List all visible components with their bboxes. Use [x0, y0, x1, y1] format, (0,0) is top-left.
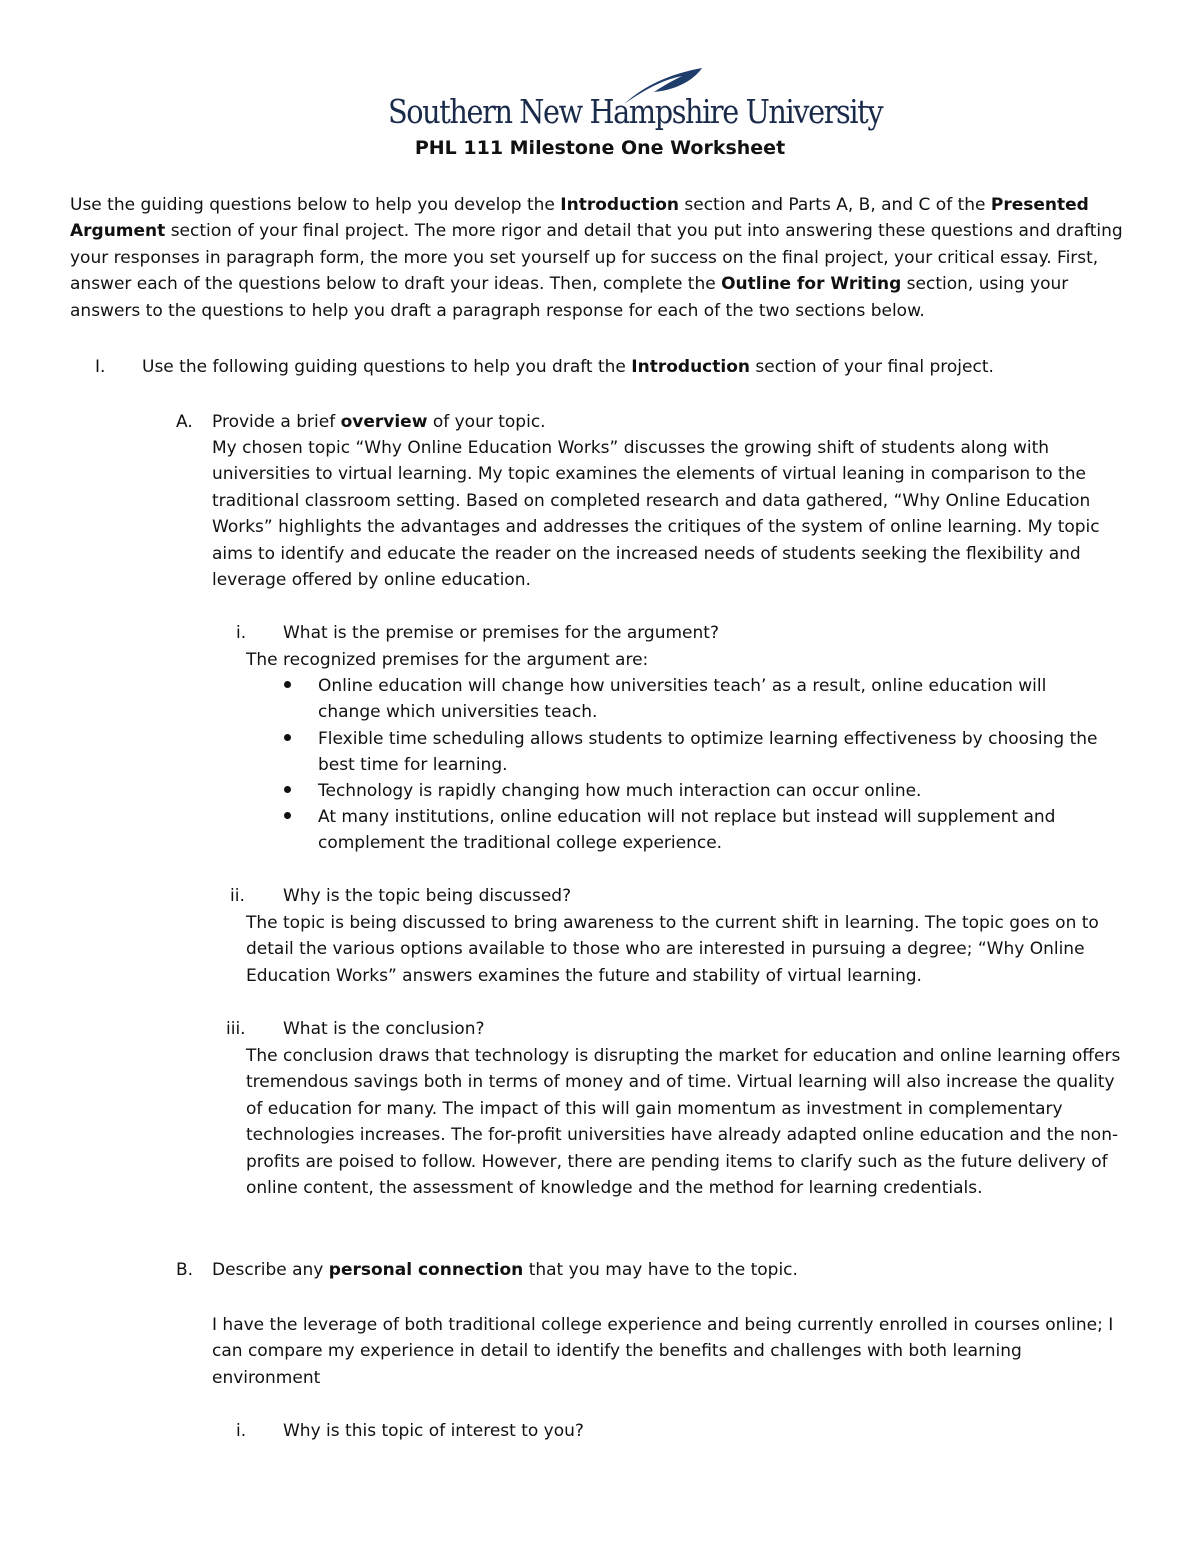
intro-bold-presented-argument: Presented Argument [70, 195, 1089, 242]
premise-bullet: Technology is rapidly changing how much interaction can occur online. [318, 781, 922, 801]
question-bold: personal connection [328, 1260, 524, 1280]
intro-bold-introduction: Introduction [560, 195, 679, 215]
page-title: PHL 111 Milestone One Worksheet [414, 137, 786, 159]
premises-lead: The recognized premises for the argument are: [246, 650, 649, 670]
bullet-icon [284, 681, 291, 688]
intro-bold-outline: Outline for Writing [721, 274, 902, 295]
section-I-heading [142, 354, 1142, 380]
premise-bullet: Flexible time scheduling allows students to optimize learning effectiveness by choosing the best time for learning. [318, 729, 1098, 776]
item-marker: A. [176, 412, 193, 432]
premise-bullet: At many institutions, online education will not replace but instead will supplement and complement the traditional college experience. [318, 807, 1056, 854]
bullet-icon [284, 812, 291, 819]
subitem-answer: The topic is being discussed to bring awareness to the current shift in learning. The topic goes on to detail the various options available to those who are interested in pursuing a degree; “Why Online Education Works” answers examines the future and stability of virtual learning. [246, 913, 1099, 986]
bullet-icon [284, 786, 291, 793]
intro-text: section, using your answers to the questions to help you draft a paragraph response for each of the two sections below. [70, 274, 1069, 321]
intro-paragraph [70, 192, 1130, 324]
bullet-icon [284, 734, 291, 741]
question-bold: overview [340, 412, 428, 432]
question-text: Describe any [212, 1260, 329, 1280]
intro-text: section of your final project. The more rigor and detail that you put into answering these questions and drafting your responses in paragraph form, the more you set yourself up for success on the final project, your critical essay. First, answer each of the questions below to draft your ideas. Then, complete the [70, 221, 1123, 295]
subitem-marker: ii. [230, 886, 245, 906]
subitem-marker: i. [236, 623, 247, 643]
intro-text: Use the guiding questions below to help you develop the [70, 195, 561, 215]
question-text: that you may have to the topic. [523, 1260, 798, 1280]
item-A-question [212, 409, 1132, 435]
section-bold: Introduction [631, 357, 750, 377]
subitem-question: What is the premise or premises for the argument? [283, 623, 719, 643]
logo-text: Southern New Hampshire University [388, 92, 883, 131]
subitem-question: Why is this topic of interest to you? [283, 1421, 584, 1441]
item-B-answer: I have the leverage of both traditional college experience and being currently enrolled in courses online; I can compare my experience in detail to identify the benefits and challenges with both learning environment [212, 1315, 1114, 1388]
university-logo [388, 66, 883, 136]
item-B-question [212, 1257, 1132, 1283]
question-text: of your topic. [427, 412, 546, 432]
question-text: Provide a brief [212, 412, 341, 432]
subitem-question: Why is the topic being discussed? [283, 886, 572, 906]
subitem-question: What is the conclusion? [283, 1019, 485, 1039]
section-marker: I. [95, 357, 106, 377]
section-text: Use the following guiding questions to help you draft the [142, 357, 632, 377]
premise-bullet: Online education will change how universities teach’ as a result, online education will change which universities teach. [318, 676, 1047, 723]
section-text: section of your final project. [750, 357, 994, 377]
intro-text: section and Parts A, B, and C of the [678, 195, 991, 215]
item-A-answer: My chosen topic “Why Online Education Works” discusses the growing shift of students along with universities to virtual learning. My topic examines the elements of virtual leaning in comparison to the traditional classroom setting. Based on completed research and data gathered, “Why Online Education Works” highlights the advantages and addresses the critiques of the system of online learning. My topic aims to identify and educate the reader on the increased needs of students seeking the flexibility and leverage offered by online education. [212, 438, 1100, 591]
subitem-marker: iii. [226, 1019, 246, 1039]
item-marker: B. [176, 1260, 194, 1280]
subitem-answer: The conclusion draws that technology is disrupting the market for education and online learning offers tremendous savings both in terms of money and of time. Virtual learning will also increase the quality of education for many. The impact of this will gain momentum as investment in complementary technologies increases. The for-profit universities have already adapted online education and the non-profits are poised to follow. However, there are pending items to clarify such as the future delivery of online content, the assessment of knowledge and the method for learning credentials. [246, 1046, 1121, 1199]
subitem-marker: i. [236, 1421, 247, 1441]
